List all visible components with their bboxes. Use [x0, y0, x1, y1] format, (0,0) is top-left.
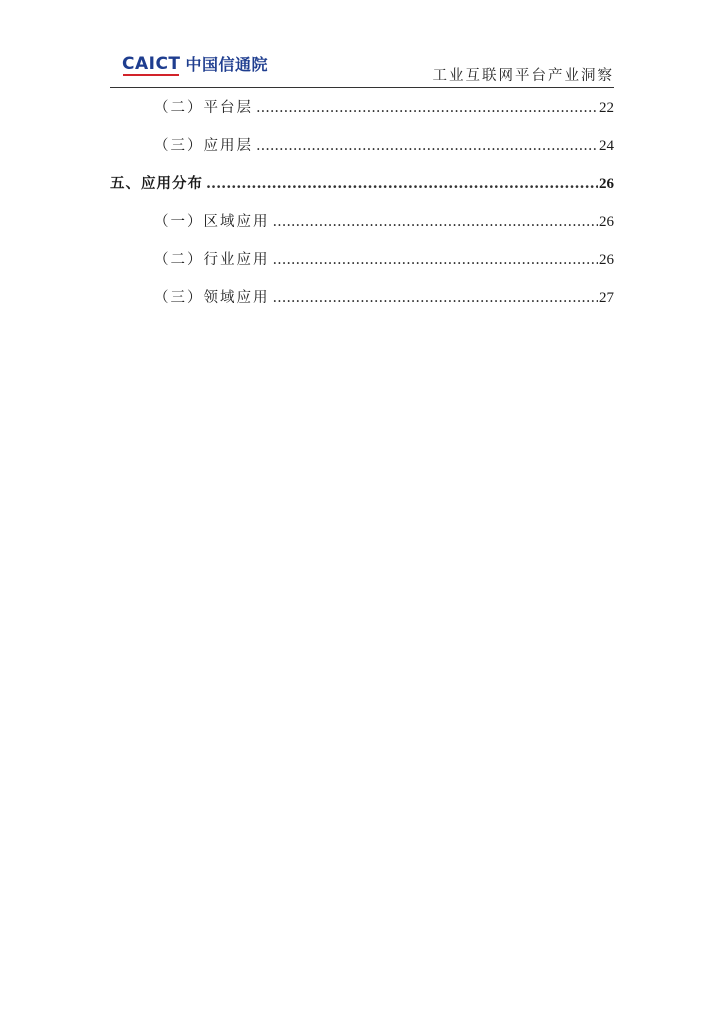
- toc-dot-leader: [256, 138, 598, 154]
- toc-entry[interactable]: [110, 96, 614, 120]
- page-header: [0, 0, 724, 90]
- logo-chinese-text: 中国信通院: [185, 55, 269, 74]
- toc-entry-page: 22: [599, 100, 614, 116]
- caict-logo: [122, 52, 268, 75]
- toc-entry-label: （三）应用层: [154, 138, 253, 154]
- toc-entry[interactable]: [110, 134, 614, 158]
- toc-entry-label: （二）行业应用: [154, 252, 270, 268]
- toc-entry-page: 26: [599, 176, 614, 192]
- toc-dot-leader: [206, 175, 598, 192]
- toc-entry-label: （二）平台层: [154, 100, 253, 116]
- toc-dot-leader: [273, 214, 599, 230]
- toc-entry-label: （三）领域应用: [154, 290, 270, 306]
- toc-entry-page: 26: [599, 214, 614, 230]
- header-divider: [110, 87, 614, 88]
- toc-entry-page: 24: [599, 138, 614, 154]
- toc-entry-page: 26: [599, 252, 614, 268]
- toc-entry[interactable]: [110, 248, 614, 272]
- toc-entry-label: （一）区域应用: [154, 214, 270, 230]
- toc-entry[interactable]: [110, 210, 614, 234]
- document-title: 工业互联网平台产业洞察: [432, 68, 614, 84]
- toc-chapter-entry[interactable]: [110, 172, 614, 196]
- toc-dot-leader: [273, 290, 599, 306]
- toc-dot-leader: [256, 100, 598, 116]
- toc-entry[interactable]: [110, 286, 614, 310]
- toc-dot-leader: [273, 252, 599, 268]
- toc-entry-label: 五、应用分布: [110, 175, 203, 192]
- toc-entry-page: 27: [599, 290, 614, 306]
- logo-english-text: CAICT: [122, 53, 181, 74]
